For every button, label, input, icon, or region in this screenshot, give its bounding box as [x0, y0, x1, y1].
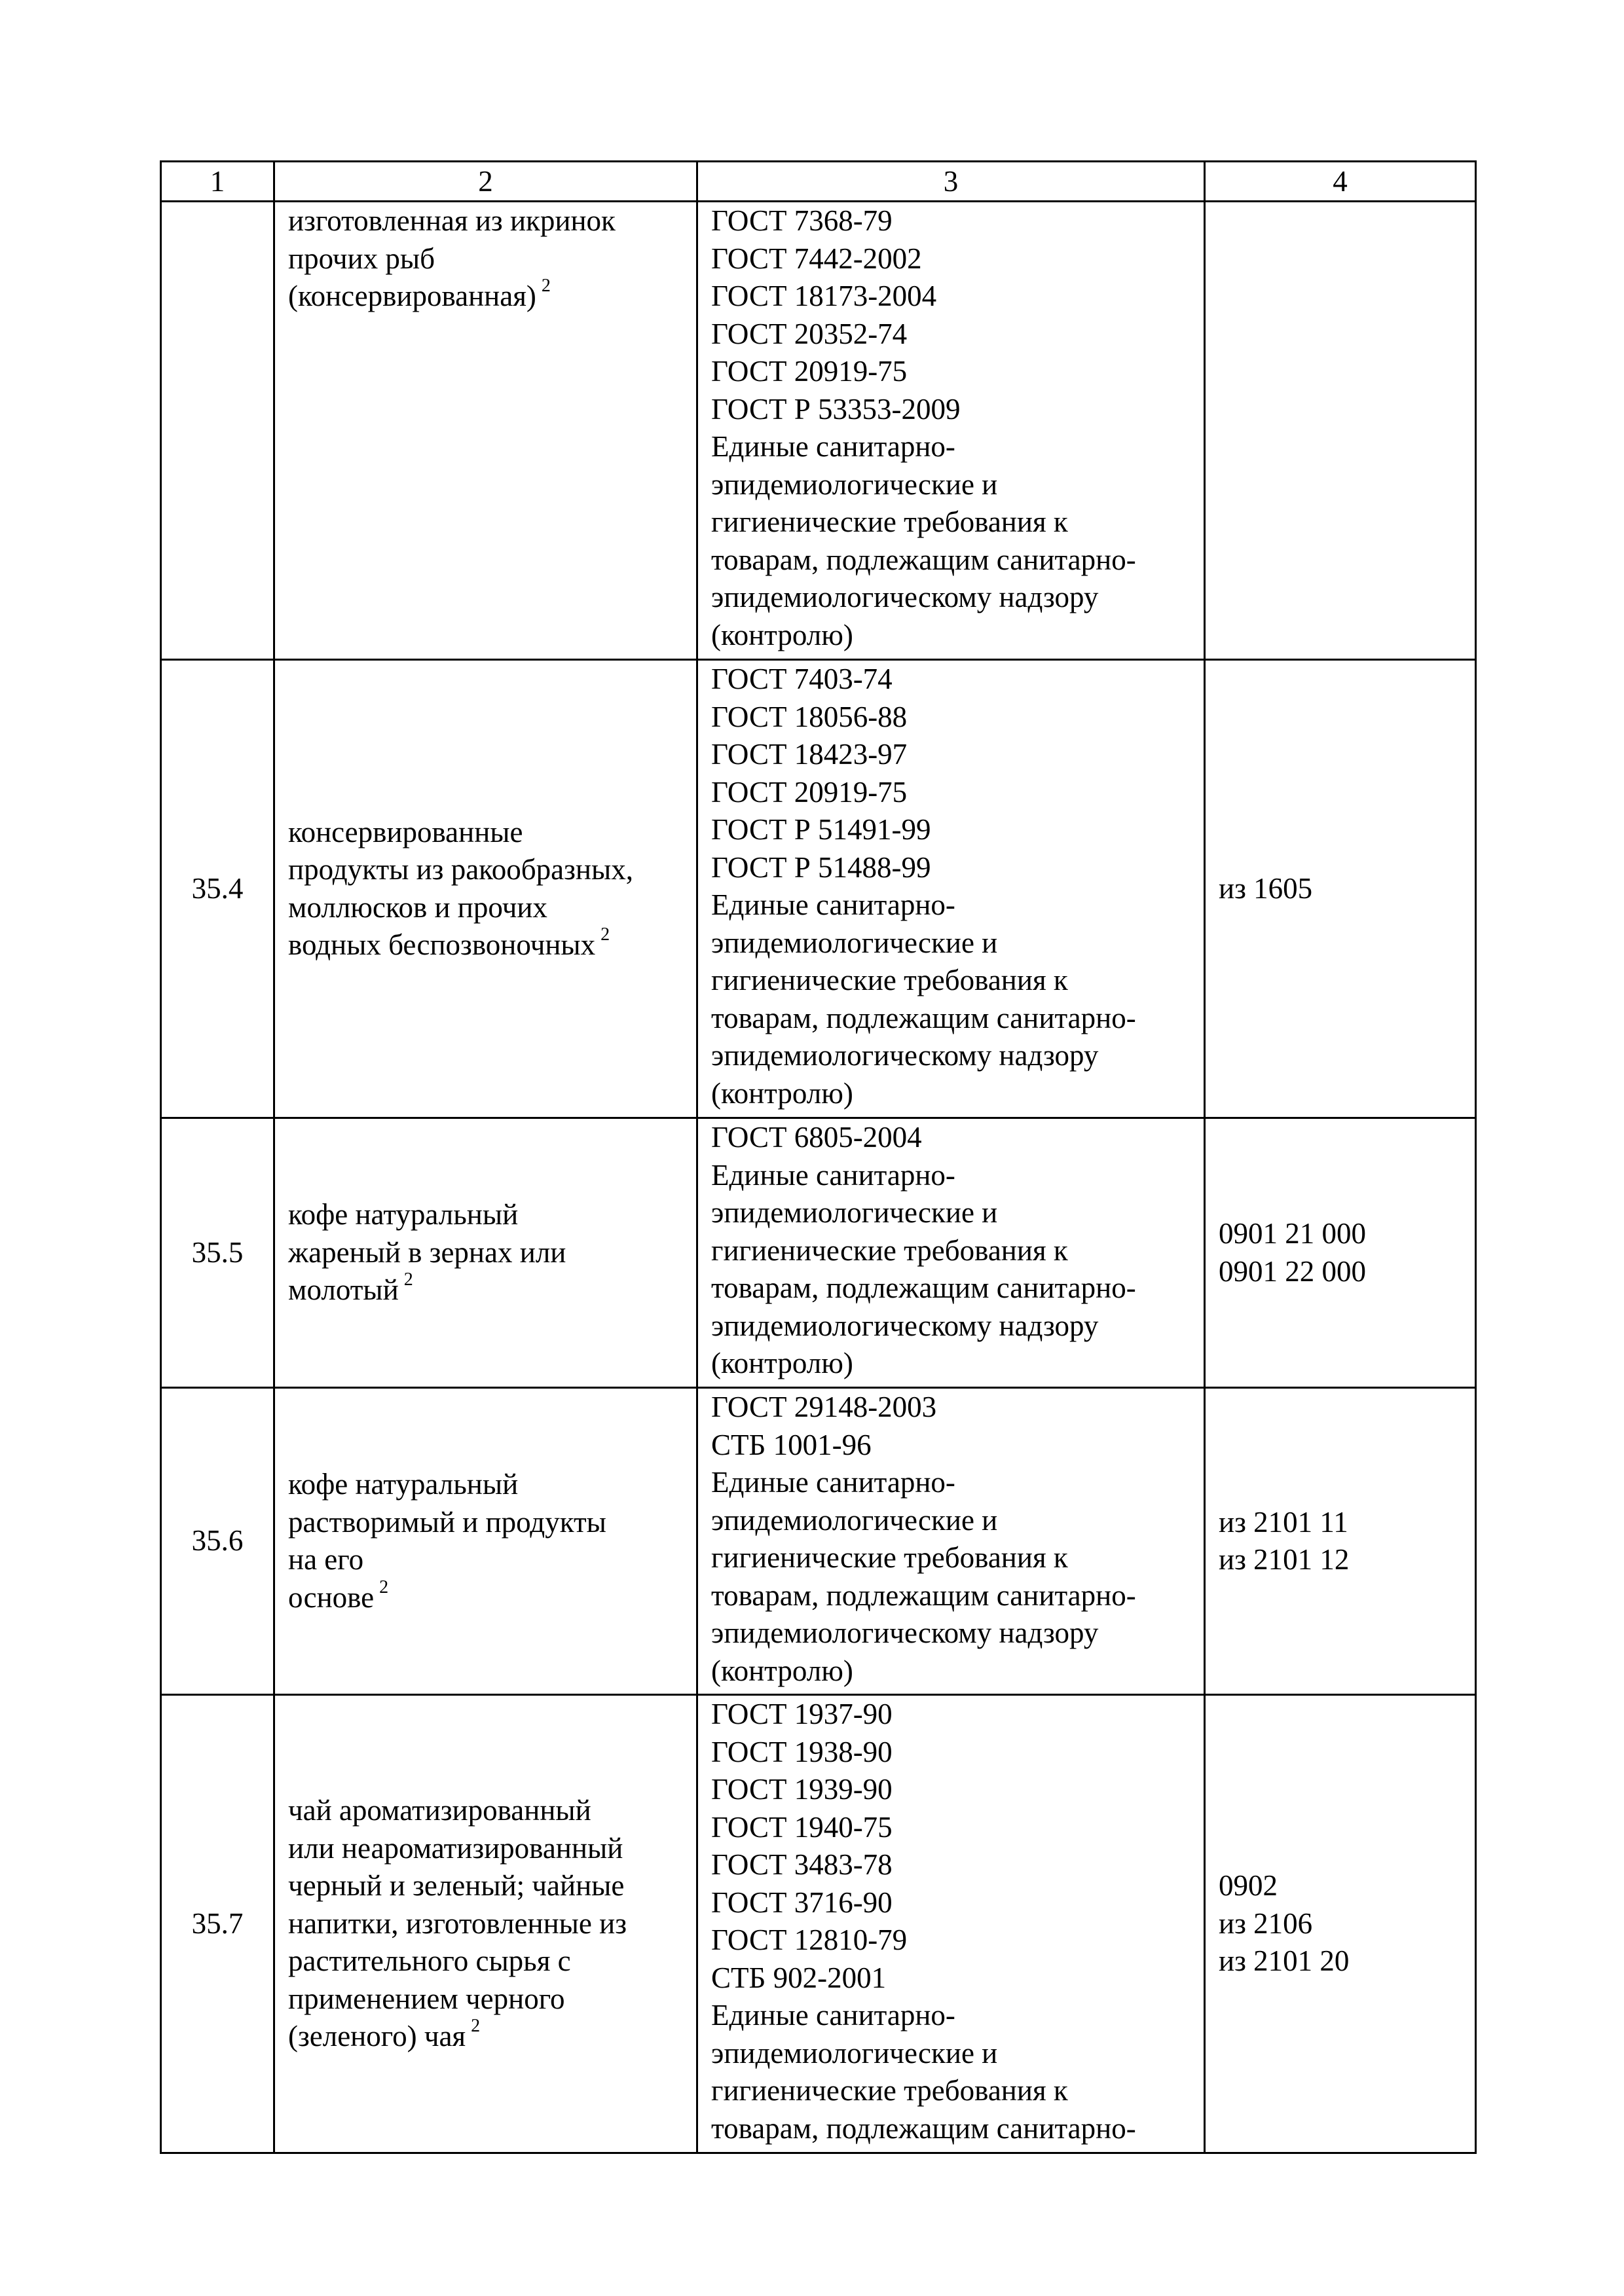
product-name-text: молотый: [288, 1273, 399, 1307]
normative-docs-cell: [697, 202, 1205, 660]
item-number-cell: [161, 202, 274, 660]
normative-doc-line: товарам, подлежащим санитарно-: [711, 1271, 1136, 1304]
normative-doc-line: Единые санитарно-: [711, 1158, 955, 1192]
normative-doc-line: ГОСТ 6805-2004: [711, 1121, 922, 1154]
normative-doc-line: товарам, подлежащим санитарно-: [711, 1001, 1136, 1034]
table-row: [161, 202, 1476, 660]
tn-ved-code-line: из 2106: [1219, 1906, 1313, 1940]
normative-docs-cell: [697, 1118, 1205, 1388]
product-name-text: прочих рыб: [288, 242, 435, 275]
product-name-line: [288, 1576, 683, 1617]
header-cell-2: 2: [274, 162, 697, 202]
item-number-cell: 35.4: [161, 660, 274, 1118]
normative-doc-line: ГОСТ 29148-2003: [711, 1391, 937, 1423]
product-name-text: (консервированная): [288, 280, 536, 312]
tn-ved-code-line: 0902: [1219, 1869, 1278, 1903]
product-name-line: [288, 2018, 683, 2056]
product-name-cell: [274, 202, 697, 660]
normative-doc-line: Единые санитарно-: [711, 1466, 955, 1499]
normative-doc-line: (контролю): [711, 1654, 853, 1687]
normative-doc-line: эпидемиологические и: [711, 1503, 998, 1537]
normative-doc-line: эпидемиологическому надзору: [711, 581, 1099, 613]
product-name-line: [288, 278, 683, 316]
product-name-text: консервированные: [288, 815, 523, 848]
normative-doc-line: ГОСТ 20919-75: [711, 355, 908, 388]
normative-doc-line: товарам, подлежащим санитарно-: [711, 1578, 1136, 1612]
product-name-text: изготовленная из икринок: [288, 204, 616, 237]
footnote-marker: 2: [379, 1576, 389, 1597]
tn-ved-code-cell: [1205, 1388, 1476, 1695]
normative-doc-line: товарам, подлежащим санитарно-: [711, 2111, 1136, 2145]
normative-doc-line: ГОСТ 7403-74: [711, 663, 893, 695]
normative-doc-line: эпидемиологическому надзору: [711, 1039, 1099, 1072]
normative-doc-line: эпидемиологические и: [711, 467, 998, 501]
product-name-line: [288, 926, 683, 964]
normative-doc-line: Единые санитарно-: [711, 888, 955, 921]
tn-ved-code-cell: [1205, 1118, 1476, 1388]
product-name-cell: [274, 660, 697, 1118]
product-name-text: черный и зеленый; чайные: [288, 1869, 625, 1903]
normative-doc-line: (контролю): [711, 1347, 853, 1379]
product-name-text: моллюсков и прочих: [288, 890, 547, 924]
requirements-table: [160, 160, 1477, 2154]
table-row: [161, 660, 1476, 1118]
footnote-marker: 2: [541, 276, 551, 296]
normative-doc-line: эпидемиологические и: [711, 926, 998, 959]
normative-doc-line: товарам, подлежащим санитарно-: [711, 543, 1136, 576]
normative-doc-line: ГОСТ 1939-90: [711, 1773, 893, 1806]
product-name-text: продукты из ракообразных,: [288, 853, 633, 886]
product-name-text: чай ароматизированный: [288, 1794, 591, 1827]
tn-ved-code-line: из 2101 11: [1219, 1505, 1348, 1539]
normative-doc-line: гигиенические требования к: [711, 2074, 1068, 2107]
header-cell-4: 4: [1205, 162, 1476, 202]
normative-doc-line: ГОСТ 1937-90: [711, 1698, 893, 1730]
product-name-line: [288, 1942, 683, 1980]
product-name-text: (зеленого) чая: [288, 2020, 466, 2053]
product-name-line: [288, 814, 683, 852]
product-name-line: [288, 1905, 683, 1943]
product-name-text: основе: [288, 1580, 375, 1614]
footnote-marker: 2: [471, 2016, 481, 2037]
normative-doc-line: эпидемиологическому надзору: [711, 1309, 1099, 1342]
normative-doc-line: Единые санитарно-: [711, 430, 955, 463]
product-name-line: [288, 1271, 683, 1309]
normative-doc-line: ГОСТ Р 53353-2009: [711, 392, 961, 426]
product-name-cell: [274, 1388, 697, 1695]
product-name-cell: [274, 1118, 697, 1388]
normative-doc-line: (контролю): [711, 618, 853, 651]
normative-doc-line: ГОСТ 20352-74: [711, 317, 908, 350]
product-name-line: [288, 1541, 683, 1579]
product-name-line: [288, 1792, 683, 1830]
normative-doc-line: гигиенические требования к: [711, 1541, 1068, 1574]
product-name-line: [288, 1234, 683, 1272]
table-row: [161, 1118, 1476, 1388]
tn-ved-code-line: из 2101 12: [1219, 1543, 1350, 1576]
product-name-text: водных беспозвоночных: [288, 928, 596, 961]
table-row: [161, 1388, 1476, 1695]
product-name-text: жареный в зернах или: [288, 1235, 566, 1269]
normative-doc-line: ГОСТ 18173-2004: [711, 280, 937, 312]
product-name-text: кофе натуральный: [288, 1468, 519, 1501]
normative-doc-line: ГОСТ 20919-75: [711, 775, 908, 809]
tn-ved-code-line: 0901 21 000: [1219, 1217, 1366, 1250]
normative-doc-line: гигиенические требования к: [711, 964, 1068, 996]
normative-doc-line: эпидемиологические и: [711, 1196, 998, 1229]
normative-doc-line: ГОСТ 7442-2002: [711, 242, 922, 275]
header-cell-1: 1: [161, 162, 274, 202]
normative-doc-line: ГОСТ 3483-78: [711, 1848, 893, 1881]
normative-doc-line: эпидемиологическому надзору: [711, 1616, 1099, 1649]
normative-doc-line: ГОСТ 7368-79: [711, 204, 893, 237]
normative-doc-line: ГОСТ 1940-75: [711, 1810, 893, 1844]
footnote-marker: 2: [403, 1269, 413, 1290]
normative-doc-line: гигиенические требования к: [711, 1233, 1068, 1267]
tn-ved-code-cell: [1205, 202, 1476, 660]
normative-docs-cell: [697, 660, 1205, 1118]
product-name-line: [288, 851, 683, 889]
product-name-line: [288, 240, 683, 278]
normative-doc-line: (контролю): [711, 1076, 853, 1110]
product-name-line: [288, 202, 683, 240]
product-name-text: применением черного: [288, 1982, 565, 2015]
product-name-text: на его: [288, 1543, 364, 1576]
normative-doc-line: ГОСТ Р 51491-99: [711, 813, 931, 846]
product-name-line: [288, 1196, 683, 1234]
product-name-text: кофе натуральный: [288, 1198, 519, 1231]
tn-ved-code-line: 0901 22 000: [1219, 1254, 1366, 1288]
normative-doc-line: ГОСТ 18056-88: [711, 700, 908, 733]
normative-doc-line: гигиенические требования к: [711, 505, 1068, 538]
normative-docs-cell: [697, 1388, 1205, 1695]
tn-ved-code-cell: [1205, 660, 1476, 1118]
product-name-cell: [274, 1695, 697, 2153]
normative-doc-line: ГОСТ 1938-90: [711, 1735, 893, 1768]
tn-ved-code-cell: [1205, 1695, 1476, 2153]
tn-ved-code-line: из 2101 20: [1219, 1944, 1350, 1978]
normative-doc-line: ГОСТ 3716-90: [711, 1886, 893, 1919]
product-name-line: [288, 1830, 683, 1868]
table-row: [161, 1695, 1476, 2153]
product-name-line: [288, 1867, 683, 1905]
product-name-text: или неароматизированный: [288, 1831, 623, 1865]
item-number-cell: 35.7: [161, 1695, 274, 2153]
normative-doc-line: ГОСТ 18423-97: [711, 738, 908, 771]
footnote-marker: 2: [600, 924, 610, 945]
product-name-text: напитки, изготовленные из: [288, 1906, 627, 1940]
product-name-line: [288, 1980, 683, 2018]
normative-doc-line: эпидемиологические и: [711, 2036, 998, 2069]
product-name-line: [288, 889, 683, 927]
product-name-text: растворимый и продукты: [288, 1505, 606, 1539]
tn-ved-code-line: из 1605: [1219, 871, 1313, 905]
header-row: [161, 162, 1476, 202]
header-cell-3: 3: [697, 162, 1205, 202]
normative-doc-line: ГОСТ 12810-79: [711, 1923, 908, 1956]
normative-doc-line: ГОСТ Р 51488-99: [711, 850, 931, 884]
normative-doc-line: СТБ 902-2001: [711, 1961, 887, 1994]
normative-docs-cell: [697, 1695, 1205, 2153]
item-number-cell: 35.5: [161, 1118, 274, 1388]
product-name-line: [288, 1504, 683, 1542]
table-body: [161, 162, 1476, 2153]
product-name-text: растительного сырья с: [288, 1944, 571, 1978]
normative-doc-line: Единые санитарно-: [711, 1999, 955, 2032]
normative-doc-line: СТБ 1001-96: [711, 1428, 872, 1461]
product-name-line: [288, 1466, 683, 1504]
item-number-cell: 35.6: [161, 1388, 274, 1695]
